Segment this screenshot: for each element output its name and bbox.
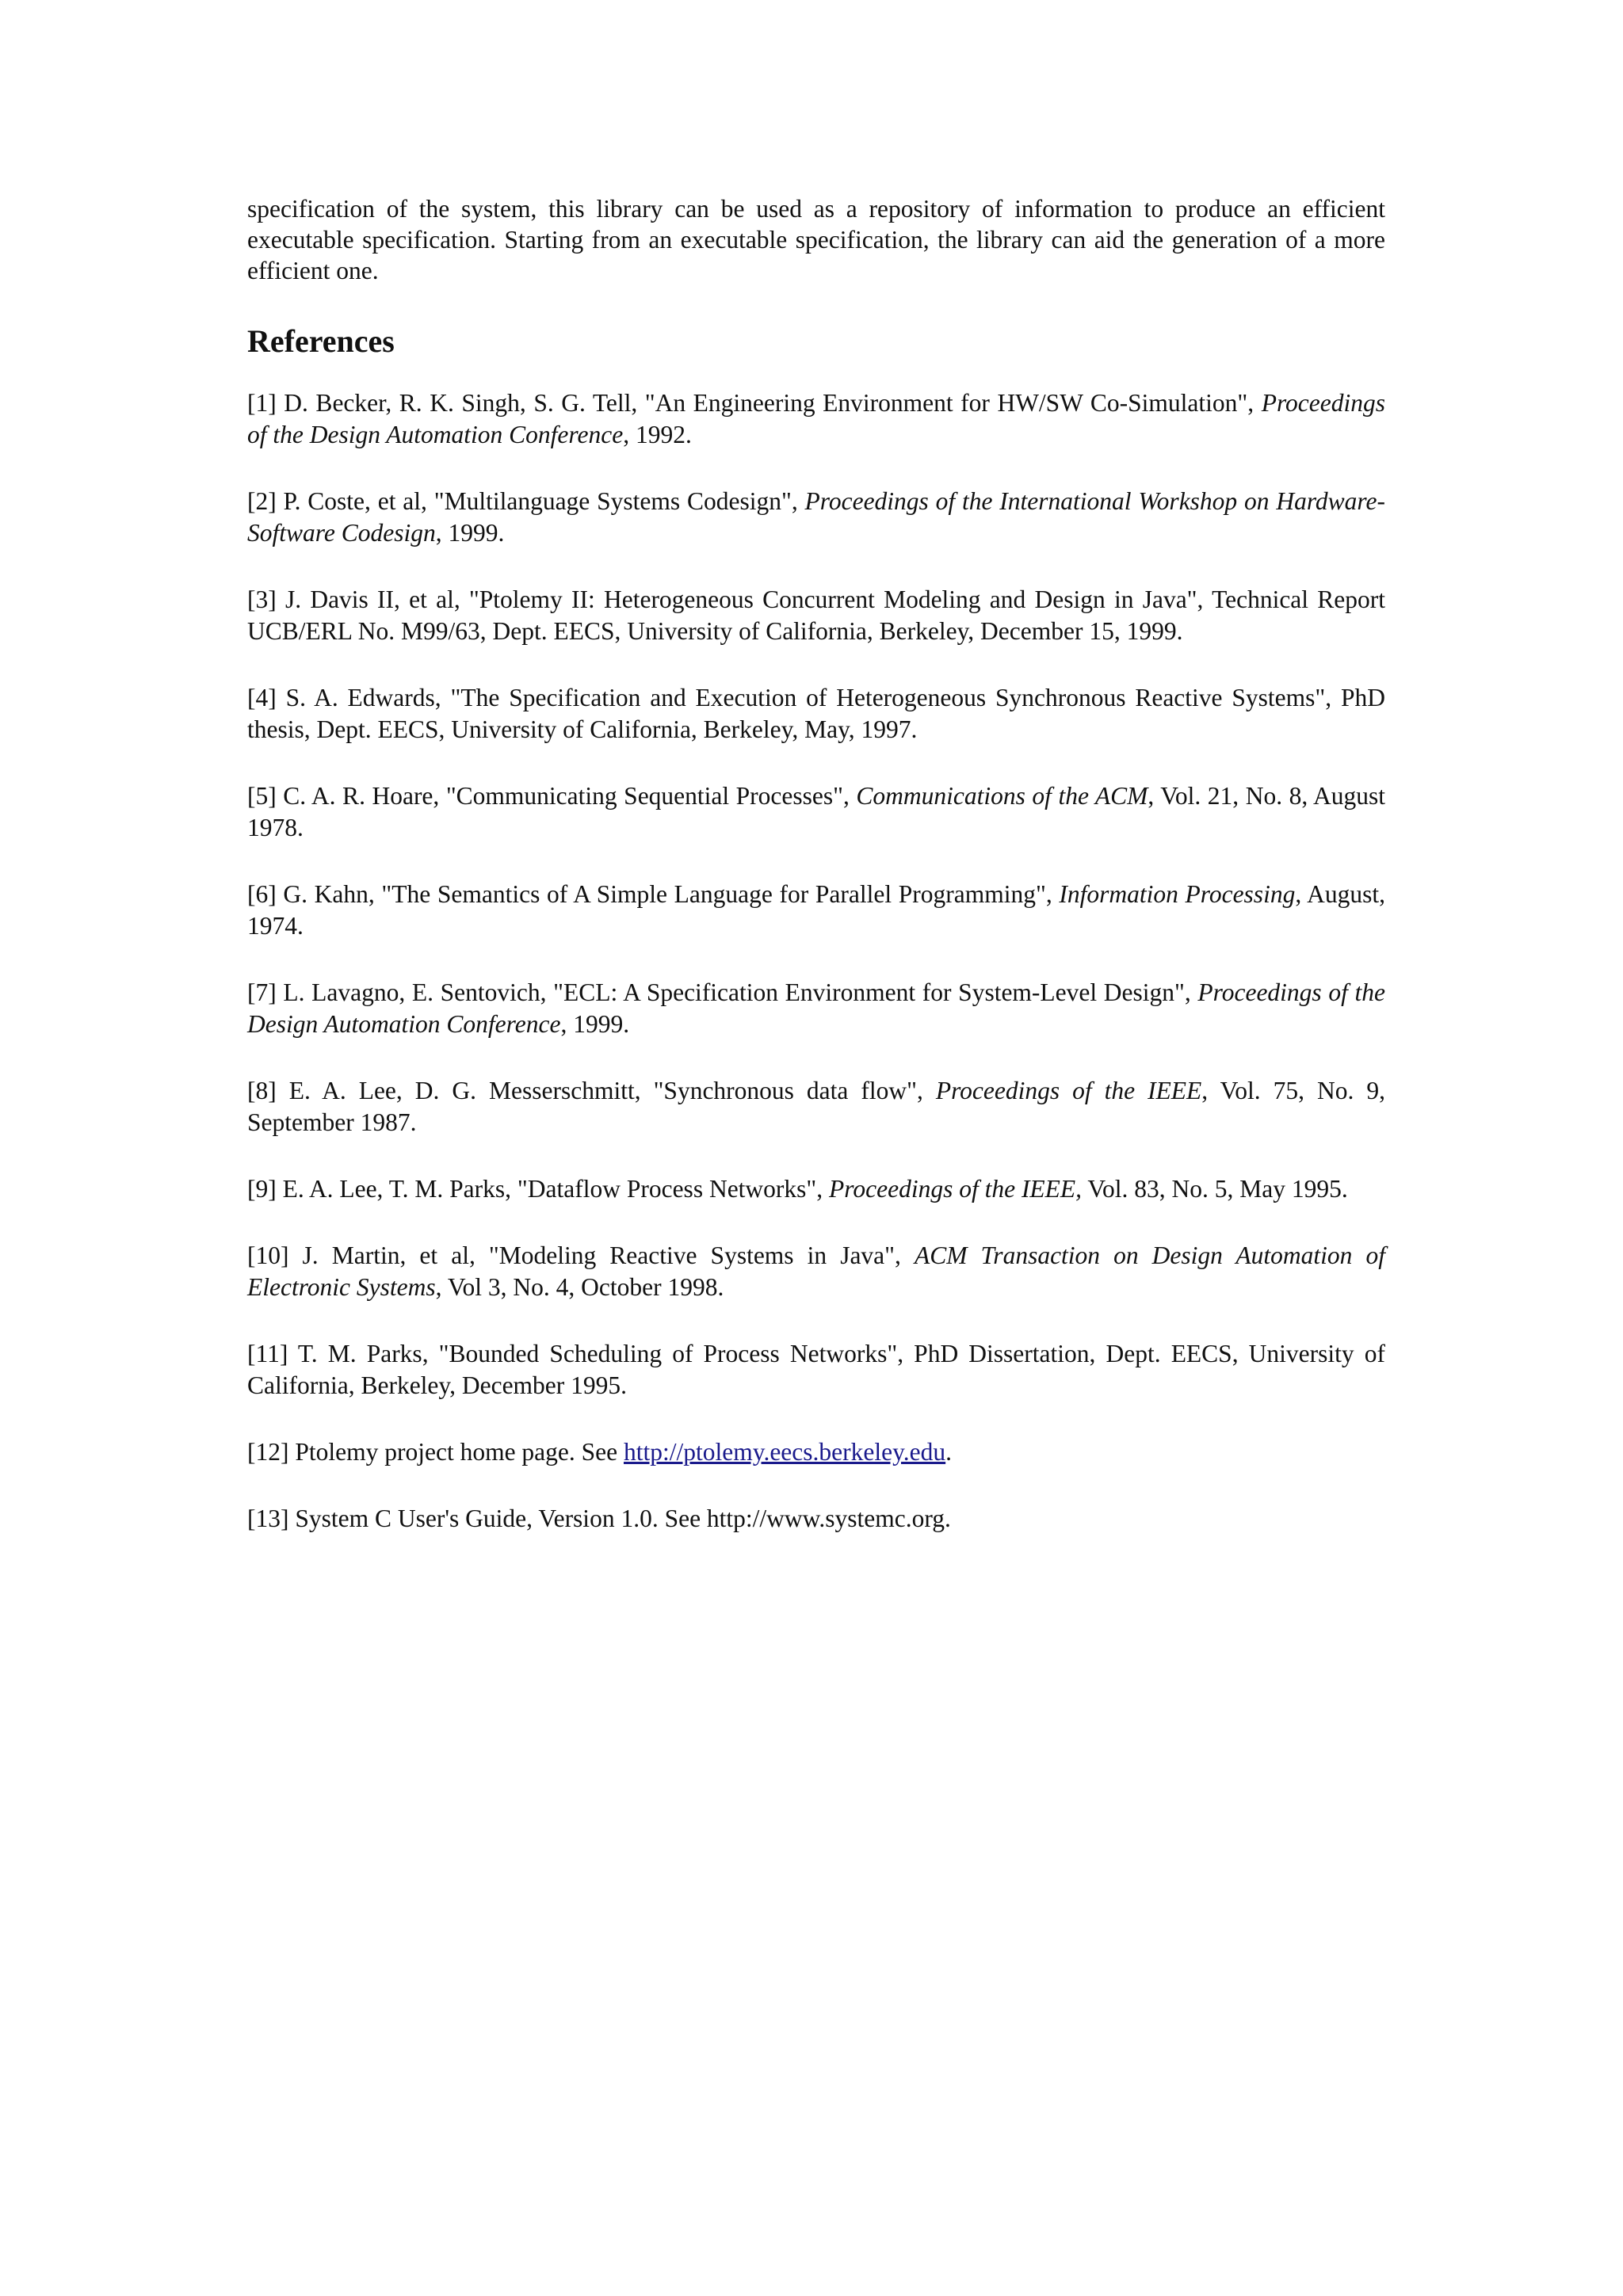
reference-text: [13] System C User's Guide, Version 1.0. See http://www.systemc.org. — [247, 1505, 951, 1532]
references-heading: References — [247, 323, 395, 359]
reference-text: , August, 1974. — [247, 880, 1385, 940]
reference-item-2 — [247, 486, 1385, 549]
reference-text: , 1999. — [435, 519, 505, 547]
reference-text: [7] L. Lavagno, E. Sentovich, "ECL: A Specification Environment for System-Level Design", — [247, 978, 1198, 1006]
reference-text: , Vol 3, No. 4, October 1998. — [435, 1273, 724, 1301]
reference-venue: Proceedings of the Design Automation Conference — [247, 978, 1385, 1038]
reference-item-5 — [247, 780, 1385, 844]
reference-item-12 — [247, 1436, 1385, 1468]
reference-text: Vol. 83, No. 5, May 1995. — [1082, 1175, 1348, 1203]
reference-text: [3] J. Davis II, et al, "Ptolemy II: Heterogeneous Concurrent Modeling and Design in Java", Technical Report UCB/ERL No. M99/63, Dept. EECS, University of California, Berkeley, December 15, 1999. — [247, 585, 1385, 645]
reference-text: [6] G. Kahn, "The Semantics of A Simple Language for Parallel Programming", — [247, 880, 1060, 908]
ptolemy-homepage-link[interactable]: http://ptolemy.eecs.berkeley.edu — [624, 1438, 946, 1466]
reference-text: [5] C. A. R. Hoare, "Communicating Sequential Processes", — [247, 782, 857, 810]
reference-item-3 — [247, 584, 1385, 647]
intro-paragraph: specification of the system, this library can be used as a repository of information to produce an efficient executable specification. Starting from an executable specification, the library can aid the generation of a more efficient one. — [247, 195, 1385, 284]
reference-item-9 — [247, 1173, 1385, 1205]
reference-text: . — [945, 1438, 953, 1466]
reference-text: [12] Ptolemy project home page. See — [247, 1438, 624, 1466]
reference-venue: Information Processing — [1059, 880, 1296, 908]
reference-text: [1] D. Becker, R. K. Singh, S. G. Tell, "An Engineering Environment for HW/SW Co-Simulation", — [247, 389, 1262, 417]
reference-item-6 — [247, 879, 1385, 942]
reference-text: , Vol. 21, No. 8, August 1978. — [247, 782, 1386, 841]
reference-item-13 — [247, 1503, 1385, 1535]
reference-venue: Communications of the ACM — [856, 782, 1148, 810]
reference-text: [2] P. Coste, et al, "Multilanguage Systems Codesign", — [247, 487, 805, 515]
reference-text: [10] J. Martin, et al, "Modeling Reactive Systems in Java", — [247, 1241, 915, 1269]
reference-item-10 — [247, 1240, 1385, 1303]
reference-venue: Proceedings of the IEEE, — [829, 1175, 1083, 1203]
reference-text: [9] E. A. Lee, T. M. Parks, "Dataflow Process Networks", — [247, 1175, 830, 1203]
reference-text: , Vol. 75, No. 9, September 1987. — [247, 1077, 1385, 1136]
reference-venue: Proceedings of the Design Automation Conference — [247, 389, 1385, 448]
reference-text: [4] S. A. Edwards, "The Specification and Execution of Heterogeneous Synchronous Reactive Systems", PhD thesis, Dept. EECS, University of California, Berkeley, May, 1997. — [247, 684, 1385, 743]
reference-venue: Proceedings of the International Workshop on Hardware-Software Codesign — [247, 487, 1385, 547]
reference-venue: ACM Transaction on Design Automation of Electronic Systems — [247, 1241, 1385, 1301]
reference-text: [8] E. A. Lee, D. G. Messerschmitt, "Synchronous data flow", — [247, 1077, 936, 1104]
reference-item-11 — [247, 1338, 1385, 1402]
page-content — [247, 193, 1385, 1535]
reference-text: , 1992. — [623, 421, 692, 448]
reference-venue: Proceedings of the IEEE — [935, 1077, 1202, 1104]
reference-text: , 1999. — [560, 1010, 630, 1038]
reference-item-8 — [247, 1075, 1385, 1138]
reference-item-4 — [247, 682, 1385, 746]
reference-item-1 — [247, 387, 1385, 451]
reference-list — [247, 387, 1385, 1535]
reference-item-7 — [247, 977, 1385, 1040]
reference-text: [11] T. M. Parks, "Bounded Scheduling of Process Networks", PhD Dissertation, Dept. EECS, University of California, Berkeley, December 1995. — [247, 1340, 1385, 1399]
